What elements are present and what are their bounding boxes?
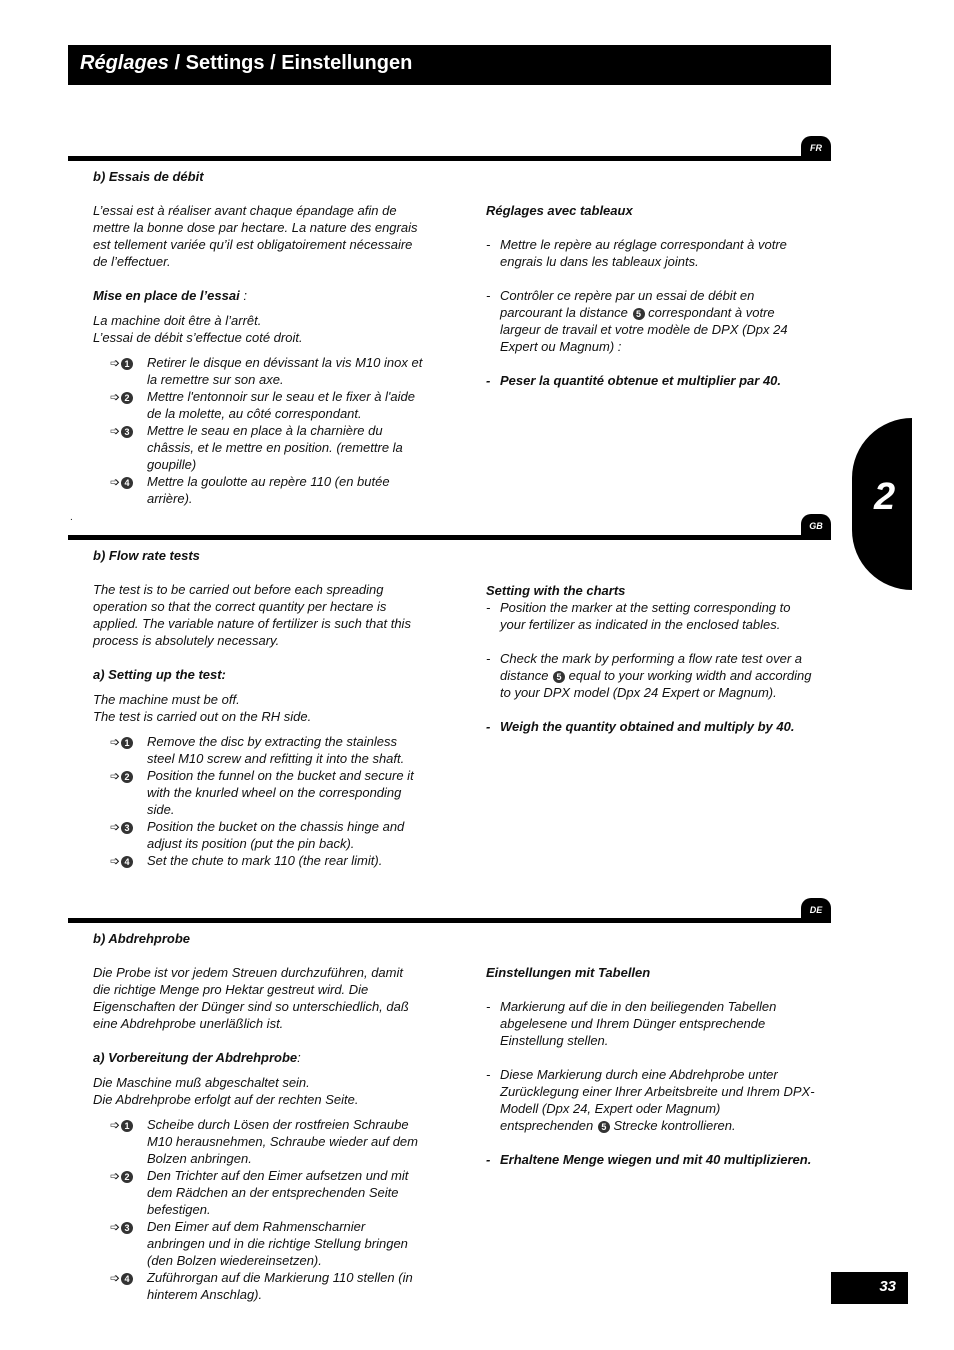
dash-marker: -	[486, 288, 491, 303]
distance-ref-icon: 5	[553, 671, 565, 683]
bullet-item	[486, 998, 816, 1049]
section-rule-fr	[68, 156, 831, 161]
step-number-icon: 1	[121, 1120, 133, 1132]
setup-heading: Mise en place de l’essai	[93, 288, 240, 303]
step-number-icon: 2	[121, 1171, 133, 1183]
bullet-item	[486, 236, 816, 270]
step-text: Position the funnel on the bucket and secure it with the knurled wheel on the corresponding side.	[147, 768, 414, 817]
step-number-icon: 1	[121, 358, 133, 370]
header-bar	[68, 45, 831, 85]
chapter-number: 2	[874, 476, 896, 518]
step-item	[93, 1167, 423, 1218]
setup-line: Die Abdrehprobe erfolgt auf der rechten Seite.	[93, 1092, 359, 1107]
step-number-icon: 2	[121, 771, 133, 783]
dash-marker: -	[486, 373, 491, 388]
step-text: Set the chute to mark 110 (the rear limit).	[147, 853, 383, 868]
setup-line: The test is carried out on the RH side.	[93, 709, 312, 724]
arrow-icon: ➩	[110, 820, 121, 834]
step-item	[93, 1269, 423, 1303]
bullet-text: Check the mark by performing a flow rate test over a distance	[500, 651, 803, 683]
title-gb: Settings	[185, 52, 265, 74]
step-item	[93, 1218, 423, 1269]
charts-heading: Setting with the charts	[486, 583, 626, 598]
charts-heading: Einstellungen mit Tabellen	[486, 965, 651, 980]
arrow-icon: ➩	[110, 424, 121, 438]
step-text: Remove the disc by extracting the stainless steel M10 screw and refitting it into the shaft.	[147, 734, 405, 766]
gb-right-column	[486, 582, 816, 735]
arrow-icon: ➩	[110, 356, 121, 370]
language-badge-de: DE	[801, 898, 831, 922]
de-left-column	[93, 930, 423, 1303]
step-text: Zuführorgan auf die Markierung 110 stellen (in hinterem Anschlag).	[147, 1270, 413, 1302]
step-item	[93, 818, 423, 852]
setup-heading: a) Vorbereitung der Abdrehprobe	[93, 1050, 298, 1065]
step-number-icon: 4	[121, 1273, 133, 1285]
fr-left-column	[93, 168, 423, 507]
step-text: Mettre l'entonnoir sur le seau et le fixer à l'aide de la molette, au côté correspondant.	[147, 389, 415, 421]
step-text: Mettre le seau en place à la charnière du châssis, et le mettre en position. (remettre la goupille)	[147, 423, 403, 472]
step-item	[93, 473, 423, 507]
dash-marker: -	[486, 999, 491, 1014]
section-rule-de	[68, 918, 831, 923]
bullet-text: Diese Markierung durch eine Abdrehprobe unter Zurücklegung einer Ihrer Arbeitsbreite und Ihrem DPX-Modell (Dpx 24, Expert oder Magnum) entsprechenden	[500, 1067, 815, 1133]
chapter-tab	[852, 418, 912, 590]
step-item	[93, 733, 423, 767]
bullet-text: Contrôler ce repère par un essai de débit en parcourant la distance	[500, 288, 755, 320]
dash-marker: -	[486, 1067, 491, 1082]
setup-line: La machine doit être à l’arrêt.	[93, 313, 262, 328]
step-item	[93, 388, 423, 422]
bullet-text: Markierung auf die in den beiliegenden Tabellen abgelesene und Ihrem Dünger entsprechende Einstellung stellen.	[500, 999, 777, 1048]
title-separator: /	[264, 52, 282, 74]
language-badge-fr: FR	[801, 136, 831, 160]
title-separator: /	[168, 52, 186, 74]
step-item	[93, 354, 423, 388]
page-number: 33	[879, 1278, 896, 1295]
dash-marker: -	[486, 600, 491, 615]
step-item	[93, 1116, 423, 1167]
step-number-icon: 4	[121, 477, 133, 489]
setup-line: L’essai de débit s’effectue coté droit.	[93, 330, 303, 345]
setup-heading: a) Setting up the test:	[93, 667, 226, 682]
bullet-item	[486, 1066, 816, 1134]
step-number-icon: 2	[121, 392, 133, 404]
page-title	[80, 52, 412, 75]
language-badge-gb: GB	[801, 514, 831, 538]
stray-mark: .	[70, 512, 73, 523]
setup-colon: :	[239, 288, 247, 303]
step-text: Mettre la goulotte au repère 110 (en butée arrière).	[147, 474, 390, 506]
step-text: Position the bucket on the chassis hinge and adjust its position (put the pin back).	[147, 819, 405, 851]
section-rule-gb	[68, 535, 831, 540]
setup-colon: :	[297, 1050, 301, 1065]
arrow-icon: ➩	[110, 769, 121, 783]
step-text: Retirer le disque en dévissant la vis M10 inox et la remettre sur son axe.	[147, 355, 423, 387]
bullet-text: correspondant à votre largeur de travail et votre modèle de DPX (Dpx 24 Expert ou Magnum) :	[500, 305, 788, 354]
setup-line: Die Maschine muß abgeschaltet sein.	[93, 1075, 310, 1090]
step-item	[93, 422, 423, 473]
title-de: Einstellungen	[281, 52, 413, 74]
bullet-item	[486, 599, 816, 633]
arrow-icon: ➩	[110, 390, 121, 404]
dash-marker: -	[486, 237, 491, 252]
step-number-icon: 4	[121, 856, 133, 868]
distance-ref-icon: 5	[633, 308, 645, 320]
bullet-text: Peser la quantité obtenue et multiplier par 40.	[500, 373, 782, 388]
section-heading: b) Flow rate tests	[93, 548, 200, 563]
fr-right-column	[486, 202, 816, 389]
bullet-text: Strecke kontrollieren.	[613, 1118, 736, 1133]
charts-heading: Réglages avec tableaux	[486, 203, 633, 218]
section-heading: b) Abdrehprobe	[93, 931, 191, 946]
intro-text: L’essai est à réaliser avant chaque épandage afin de mettre la bonne dose par hectare. La nature des engrais est tellement variée qu’il est obligatoirement nécessaire de l’effectuer.	[93, 203, 418, 269]
dash-marker: -	[486, 651, 491, 666]
dash-marker: -	[486, 719, 491, 734]
page-number-box	[831, 1272, 908, 1304]
arrow-icon: ➩	[110, 475, 121, 489]
intro-text: Die Probe ist vor jedem Streuen durchzuführen, damit die richtige Menge pro Hektar gestreut wird. Die Eigenschaften der Dünger sind so unterschiedlich, daß eine Abdrehprobe unerläßlich ist.	[93, 965, 409, 1031]
distance-ref-icon: 5	[598, 1121, 610, 1133]
bullet-text: equal to your working width and according to your DPX model (Dpx 24 Expert or Magnum).	[500, 668, 812, 700]
arrow-icon: ➩	[110, 1271, 121, 1285]
step-number-icon: 3	[121, 1222, 133, 1234]
bullet-item	[486, 287, 816, 355]
title-fr: Réglages	[80, 52, 169, 74]
gb-left-column	[93, 547, 423, 869]
bullet-item	[486, 372, 816, 389]
bullet-item	[486, 718, 816, 735]
arrow-icon: ➩	[110, 854, 121, 868]
arrow-icon: ➩	[110, 1169, 121, 1183]
arrow-icon: ➩	[110, 1220, 121, 1234]
bullet-text: Position the marker at the setting corresponding to your fertilizer as indicated in the enclosed tables.	[500, 600, 791, 632]
dash-marker: -	[486, 1152, 491, 1167]
bullet-item	[486, 1151, 816, 1168]
step-text: Scheibe durch Lösen der rostfreien Schraube M10 herausnehmen, Schraube wieder auf dem Bolzen anbringen.	[147, 1117, 418, 1166]
step-text: Den Trichter auf den Eimer aufsetzen und mit dem Rädchen an der entsprechenden Seite befestigen.	[147, 1168, 409, 1217]
bullet-text: Mettre le repère au réglage correspondant à votre engrais lu dans les tableaux joints.	[500, 237, 787, 269]
step-item	[93, 767, 423, 818]
step-number-icon: 1	[121, 737, 133, 749]
step-number-icon: 3	[121, 426, 133, 438]
setup-line: The machine must be off.	[93, 692, 240, 707]
section-heading: b) Essais de débit	[93, 169, 204, 184]
step-item	[93, 852, 423, 869]
arrow-icon: ➩	[110, 1118, 121, 1132]
step-number-icon: 3	[121, 822, 133, 834]
bullet-item	[486, 650, 816, 701]
bullet-text: Erhaltene Menge wiegen und mit 40 multiplizieren.	[500, 1152, 812, 1167]
step-text: Den Eimer auf dem Rahmenscharnier anbringen und in die richtige Stellung bringen (den Bolzen wiedereinsetzen).	[147, 1219, 408, 1268]
intro-text: The test is to be carried out before each spreading operation so that the correct quantity per hectare is applied. The variable nature of fertilizer is such that this process is absolutely necessary.	[93, 582, 411, 648]
arrow-icon: ➩	[110, 735, 121, 749]
de-right-column	[486, 964, 816, 1168]
bullet-text: Weigh the quantity obtained and multiply by 40.	[500, 719, 795, 734]
